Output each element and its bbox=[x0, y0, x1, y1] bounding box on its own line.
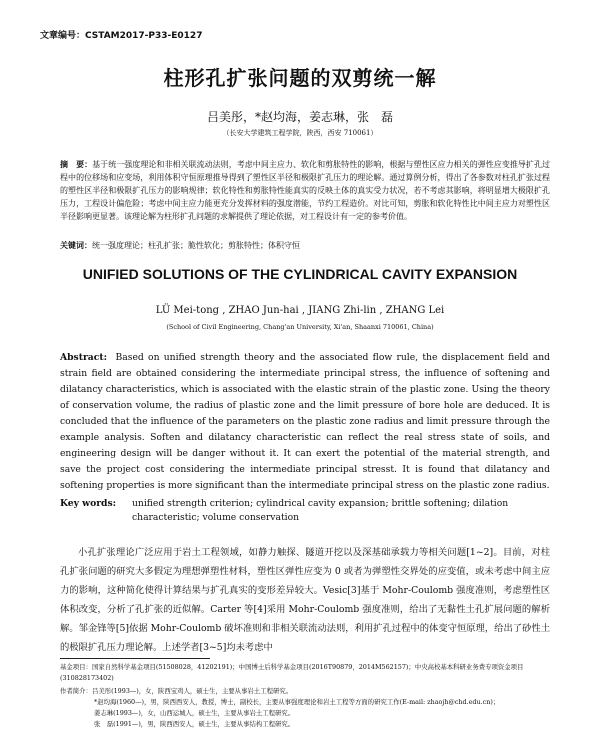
abstract-english-label: Abstract: bbox=[60, 352, 107, 363]
abstract-english-text: Based on unified strength theory and the associated flow rule, the displacement field and strain field are obtained considering the intermediate principal stress, the influence of softening and dilatancy characteristics, which is associated with the elastic strain of the plastic zone. Using the theory of conservation volume, the radius of plastic zone and the limit pressure of bore hole are deduced. It is concluded that the influence of the parameters on the plastic zone radius and limit pressure through the example analysis. Soften and dilatancy characteristic can reflect the real stress state of soils, and engineering design will be danger without it. It can exert the potential of the material strength, and save the project cost considering the intermediate principal stresst. It is found that dilatancy and softening properties is more significant than the intermediate principal stress on the plastic zone radius. bbox=[60, 352, 550, 491]
footnote-fund-label: 基金项目： bbox=[60, 663, 92, 671]
footnote-bio-line: 张 磊(1991—)，男，陕西西安人，硕士生，主要从事结构工程研究。 bbox=[94, 720, 295, 728]
affiliation-english: (School of Civil Engineering, Chang'an University, Xi'an, Shaanxi 710061, China) bbox=[166, 323, 434, 331]
keywords-english-text: unified strength criterion; cylindrical cavity expansion; brittle softening; dilation characteristic; volume conservation bbox=[132, 498, 509, 523]
footnote-bio-label: 作者简介： bbox=[60, 687, 92, 695]
footnote-bio-line: 吕美彤(1993—)，女，陕西宝鸡人，硕士生，主要从事岩土工程研究。 bbox=[91, 687, 293, 695]
footnote-fund-text: 国家自然科学基金项目(51508028，41202191)；中国博士后科学基金项目(2016T90879，2014M562157)；中央高校基本科研业务费专项资金项目(310828173402) bbox=[60, 663, 524, 682]
footnote-divider bbox=[60, 658, 210, 659]
title-chinese: 柱形孔扩张问题的双剪统一解 bbox=[163, 66, 437, 90]
affiliation-chinese: （长安大学建筑工程学院，陕西，西安 710061） bbox=[222, 129, 378, 137]
abstract-english bbox=[60, 350, 550, 494]
body-text-introduction: 小孔扩张理论广泛应用于岩土工程领域，如静力触探、隧道开挖以及深基础承载力等相关问题[1~2]。目前，对柱孔扩张问题的研究大多假定为理想弹塑性材料，塑性区弹性应变为 0 或者为弹塑性交界处的应变值，或未考虑中间主应力的影响，这种简化使得计算结果与扩孔真实的变形差异较大。Vesic[3]基于 Mohr-Coulomb 强度准则，考虑塑性区体积改变，分析了孔扩张的近似解。Carter 等[4]采用 Mohr-Coulomb 强度准则，给出了无黏性土孔扩展问题的解析解。邹金锋等[5]依据 Mohr-Coulomb 破坏准则和非相关联流动法则，利用扩孔过程中的体变守恒原理，给出了砂性土的极限扩孔压力理论解。上述学者[3~5]均未考虑中 bbox=[60, 547, 550, 653]
keywords-chinese bbox=[60, 239, 550, 252]
keywords-chinese-label: 关键词： bbox=[60, 240, 92, 250]
footnote-bio-line: 姜志琳(1993—)，女，山西运城人，硕士生，主要从事岩土工程研究。 bbox=[94, 709, 295, 717]
keywords-english-label: Key words: bbox=[60, 498, 117, 509]
footnote-bio-line: *赵均海(1960—)，男，陕西西安人，教授，博士，副校长，主要从事强度理论和岩土工程等方面的研究工作(E-mail: zhaojh@chd.edu.cn)； bbox=[94, 698, 500, 706]
authors-english: LÜ Mei-tong , ZHAO Jun-hai , JIANG Zhi-lin , ZHANG Lei bbox=[155, 305, 445, 316]
document-number: 文章编号：CSTAM2017-P33-E0127 bbox=[40, 31, 203, 41]
abstract-chinese-text: 基于统一强度理论和非相关联流动法则，考虑中间主应力、软化和剪胀特性的影响，根据与塑性区应力相关的弹性应变推导扩孔过程中的位移场和应变场，利用体积守恒原理推导得到了塑性区半径和极限扩孔压力的理论解。通过算例分析，得出了各参数对柱孔扩张过程的塑性区半径和极限扩孔压力的影响规律；软化特性和剪胀特性能真实的反映土体的真实受力状况，若不考虑其影响，将明显增大极限扩孔压力，工程设计偏危险；考虑中间主应力能更充分发挥材料的强度潜能，节约工程造价。对比可知，剪胀和软化特性比中间主应力对塑性区半径影响更显著。该理论解为柱形扩孔问题的求解提供了理论依据，对工程设计有一定的参考价值。 bbox=[60, 160, 551, 221]
authors-chinese: 吕美彤，*赵均海，姜志琳，张 磊 bbox=[206, 110, 393, 124]
footnote-fund bbox=[60, 662, 570, 684]
abstract-chinese bbox=[60, 158, 550, 223]
keywords-english bbox=[60, 497, 550, 525]
abstract-chinese-label: 摘 要： bbox=[60, 159, 93, 169]
title-english: UNIFIED SOLUTIONS OF THE CYLINDRICAL CAVITY EXPANSION bbox=[82, 266, 518, 282]
keywords-chinese-text: 统一强度理论；柱孔扩张；脆性软化；剪胀特性；体积守恒 bbox=[92, 241, 300, 250]
footnote-author-bio bbox=[60, 686, 570, 730]
